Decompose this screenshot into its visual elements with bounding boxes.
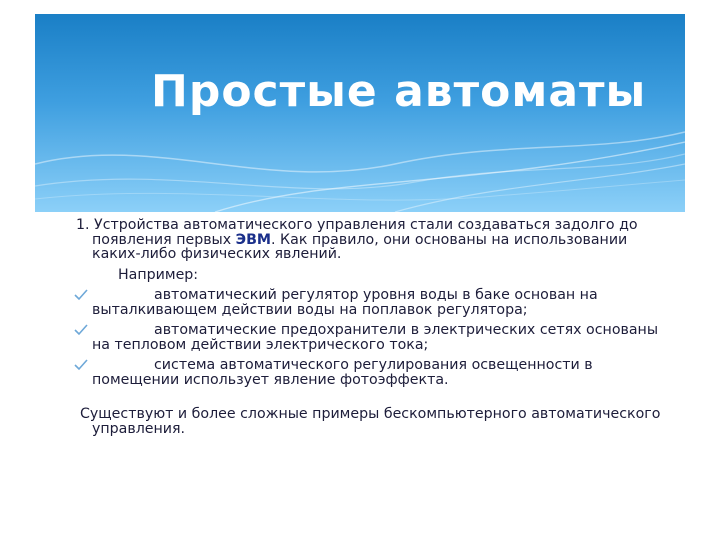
list-item: [76, 323, 661, 352]
checkmark-icon: [74, 323, 88, 337]
list-item-text: автоматические предохранители в электрических сетях основаны на тепловом действии электрического тока;: [92, 322, 659, 353]
list-item: [76, 288, 661, 317]
slide-body: [76, 218, 661, 436]
slide-title: Простые автоматы: [151, 66, 647, 117]
title-banner: [35, 14, 685, 212]
highlighted-term: ЭВМ: [235, 231, 272, 248]
example-label: Например:: [118, 266, 199, 283]
intro-paragraph: [76, 218, 661, 262]
conclusion-paragraph: Существуют и более сложные примеры бескомпьютерного автоматического управления.: [80, 406, 661, 437]
list-item-text: автоматический регулятор уровня воды в баке основан на выталкивающем действии воды на поплавок регулятора;: [92, 287, 598, 318]
checkmark-icon: [74, 358, 88, 372]
list-item-text: система автоматического регулирования освещенности в помещении использует явление фотоэффекта.: [92, 357, 593, 388]
intro-text-end: . Как правило, они основаны на использовании каких-либо физических явлений.: [92, 231, 628, 262]
intro-text-start: 1. Устройства автоматического управления стали создаваться задолго до появления первых: [76, 217, 638, 248]
checkmark-icon: [74, 288, 88, 302]
list-item: [76, 358, 661, 387]
